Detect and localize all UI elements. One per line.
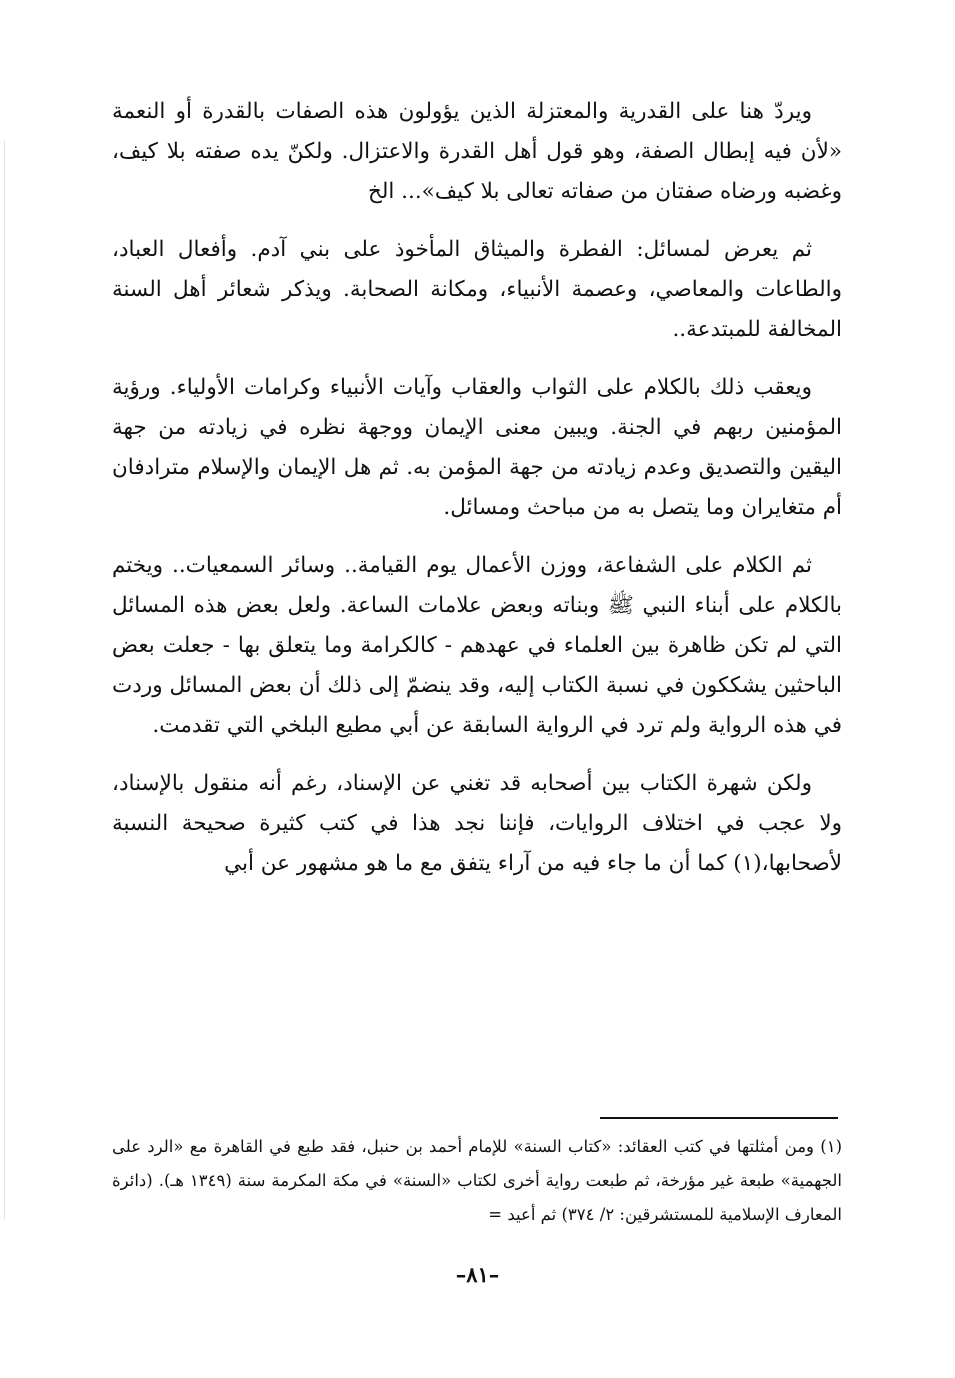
footnote-1: (١) ومن أمثلتها في كتب العقائد: «كتاب السنة» للإمام أحمد بن حنبل، فقد طبع في القاهرة مع «الرد على الجهمية» طبعة غير مؤرخة، ثم طبعت رواية أخرى لكتاب «السنة» في مكة المكرمة سنة (١٣٤٩ هـ). (دائرة المعارف الإسلامية للمستشرقين: ٢/ ٣٧٤) ثم أعيد = xyxy=(112,1137,843,1224)
footnote-separator xyxy=(600,1117,838,1119)
page-number: –٨١– xyxy=(455,1262,500,1287)
paragraph-3: ويعقب ذلك بالكلام على الثواب والعقاب وآيات الأنبياء وكرامات الأولياء. ورؤية المؤمنين ربهم في الجنة. ويبين معنى الإيمان ووجهة نظره في زيادته من جهة اليقين والتصديق وعدم زيادته من جهة المؤمن به. ثم هل الإيمان والإسلام مترادفان أم متغايران وما يتصل به من مباحث ومسائل. xyxy=(112,375,842,520)
paragraph-5: ولكن شهرة الكتاب بين أصحابه قد تغني عن الإسناد، رغم أنه منقول بالإسناد، ولا عجب في اختلاف الروايات، فإننا نجد هذا في كتب كثيرة صحيحة النسبة لأصحابها،(١) كما أن ما جاء فيه من آراء يتفق مع ما هو مشهور عن أبي xyxy=(112,771,842,876)
paragraph-2: ثم يعرض لمسائل: الفطرة والميثاق المأخوذ على بني آدم. وأفعال العباد، والطاعات والمعاصي، وعصمة الأنبياء، ومكانة الصحابة. ويذكر شعائر أهل السنة المخالفة للمبتدعة.. xyxy=(112,237,842,342)
footnotes xyxy=(112,1130,842,1232)
paragraph-1: ويردّ هنا على القدرية والمعتزلة الذين يؤولون هذه الصفات بالقدرة أو النعمة «لأن فيه إبطال الصفة، وهو قول أهل القدرة والاعتزال. ولكنّ يده صفته بلا كيف، وغضبه ورضاه صفتان من صفاته تعالى بلا كيف»... الخ xyxy=(112,99,842,204)
scan-edge-line xyxy=(4,140,5,1220)
main-text xyxy=(112,92,842,884)
paragraph-4: ثم الكلام على الشفاعة، ووزن الأعمال يوم القيامة.. وسائر السمعيات.. ويختم بالكلام على أبناء النبي ﷺ وبناته وبعض علامات الساعة. ولعل بعض هذه المسائل التي لم تكن ظاهرة بين العلماء في عهدهم - كالكرامة وما يتعلق بها - جعلت بعض الباحثين يشككون في نسبة الكتاب إليه، وقد ينضمّ إلى ذلك أن بعض المسائل وردت في هذه الرواية ولم ترد في الرواية السابقة عن أبي مطيع البلخي التي تقدمت. xyxy=(112,553,842,738)
